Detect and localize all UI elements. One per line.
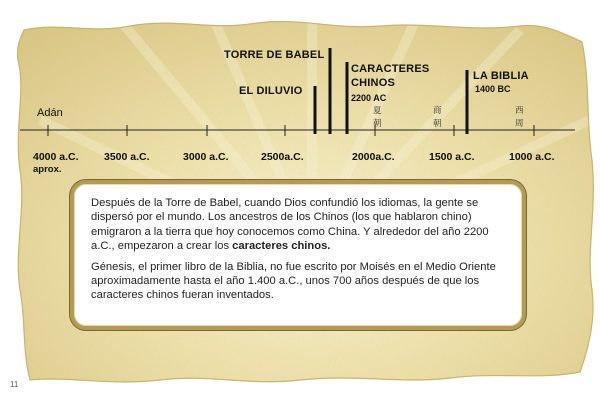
page-number: 11	[10, 380, 19, 389]
event-el-diluvio: EL DILUVIO	[239, 85, 303, 97]
paragraph-genesis: Génesis, el primer libro de la Biblia, no fue escrito por Moisés en el Medio Oriente aproximadamente hasta el año 1.400 a.C., unos 700 años después de que los caracteres chinos fueran inventados.	[91, 260, 496, 302]
event-adan: Adán	[37, 107, 63, 119]
tick-2000: 2000a.C.	[352, 151, 395, 163]
tick-1000: 1000 a.C.	[509, 151, 555, 163]
event-biblia-date: 1400 BC	[475, 84, 511, 94]
text-panel	[70, 180, 526, 330]
tick-1500: 1500 a.C.	[429, 151, 475, 163]
event-torre-de-babel: TORRE DE BABEL	[224, 49, 325, 61]
event-caracteres-date: 2200 AC	[351, 93, 387, 103]
tick-2500: 2500a.C.	[261, 151, 304, 163]
paragraph-babel	[91, 196, 506, 254]
dynasty-xizhou-line2: 周	[515, 118, 524, 128]
dynasty-shang-line2: 朝	[433, 118, 442, 128]
tick-4000-aprox: aprox.	[33, 164, 62, 175]
event-caracteres-chinos-line2: CHINOS	[351, 77, 395, 89]
paragraph-babel-bold: caracteres chinos.	[232, 240, 331, 253]
event-la-biblia: LA BIBLIA	[473, 70, 529, 82]
tick-3000: 3000 a.C.	[183, 151, 229, 163]
dynasty-shang-line1: 商	[433, 105, 442, 115]
tick-3500: 3500 a.C.	[104, 151, 150, 163]
dynasty-xia-line2: 朝	[373, 118, 382, 128]
event-caracteres-chinos-line1: CARACTERES	[351, 63, 430, 75]
dynasty-xizhou-line1: 西	[515, 105, 524, 115]
paragraph-babel-text: Después de la Torre de Babel, cuando Dios confundió los idiomas, la gente se dispersó por el mundo. Los ancestros de los Chinos (los que hablaron chino) emigraron a la tierra que hoy conocemos como China. Y alrededor del año 2200 a.C., empezaron a crear los	[91, 197, 489, 253]
dynasty-xia-line1: 夏	[373, 105, 382, 115]
tick-4000: 4000 a.C.	[33, 151, 79, 163]
